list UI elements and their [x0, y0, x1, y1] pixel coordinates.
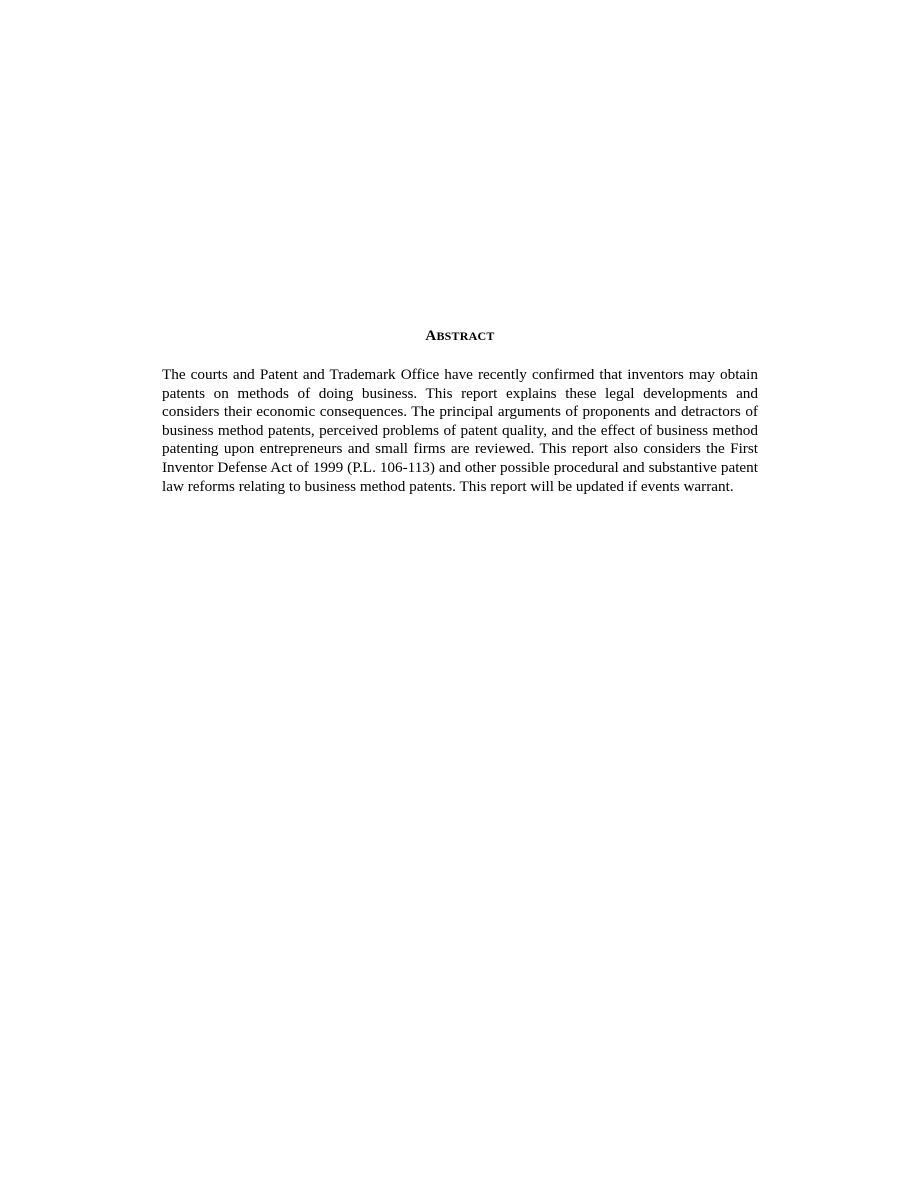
abstract-heading-initial: A — [425, 328, 437, 344]
abstract-heading-rest: BSTRACT — [436, 329, 495, 343]
abstract-body: The courts and Patent and Trademark Office have recently confirmed that inventors may obtain patents on methods of doing business. This report explains these legal developments and considers their economic consequences. The principal arguments of proponents and detractors of business method patents, perceived problems of patent quality, and the effect of business method patenting upon entrepreneurs and small firms are reviewed. This report also considers the First Inventor Defense Act of 1999 (P.L. 106-113) and other possible procedural and substantive patent law reforms relating to business method patents. This report will be updated if events warrant. — [162, 366, 758, 495]
abstract-heading — [0, 328, 920, 345]
